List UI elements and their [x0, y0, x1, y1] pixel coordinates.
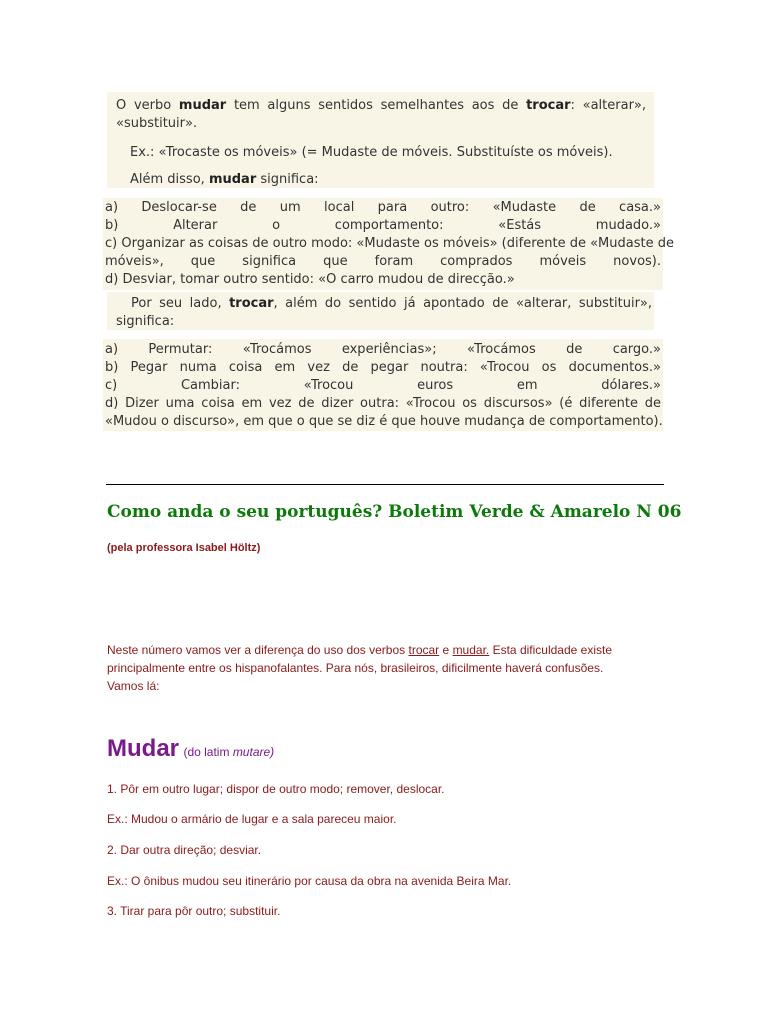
- list-item: d) Desviar, tomar outro sentido: «O carro mudou de direcção.»: [105, 272, 515, 287]
- besides-text: Além disso, mudar significa:: [130, 172, 319, 187]
- list-item: b) Pegar numa coisa em vez de pegar noutra: «Trocou os documentos.»: [105, 360, 661, 375]
- intro-line-3: Vamos lá:: [107, 679, 160, 693]
- intro-sentence: O verbo mudar tem alguns sentidos semelhantes aos de trocar: «alterar»,: [116, 98, 646, 113]
- trocar-sentence: Por seu lado, trocar, além do sentido já apontado de «alterar, substituir»,: [131, 296, 653, 311]
- example-text: Ex.: «Trocaste os móveis» (= Mudaste de móveis. Substituíste os móveis).: [130, 145, 613, 160]
- list-item: a) Permutar: «Trocámos experiências»; «Trocámos de cargo.»: [105, 342, 661, 357]
- sense-example: Ex.: O ônibus mudou seu itinerário por causa da obra na avenida Beira Mar.: [107, 874, 512, 888]
- intro-line-2: principalmente entre os hispanofalantes. Para nós, brasileiros, dificilmente haverá confusões.: [107, 661, 604, 675]
- list-item: c) Organizar as coisas de outro modo: «Mudaste os móveis» (diferente de «Mudaste de: [105, 236, 674, 251]
- trocar-sentence-cont: significa:: [116, 314, 175, 329]
- sense-example: Ex.: Mudou o armário de lugar e a sala pareceu maior.: [107, 812, 397, 826]
- link-trocar[interactable]: trocar: [408, 643, 440, 657]
- list-item: a) Deslocar-se de um local para outro: «Mudaste de casa.»: [105, 200, 661, 215]
- quote-box-mudar: [107, 92, 654, 188]
- article-byline: (pela professora Isabel Höltz): [107, 542, 261, 554]
- mudar-origin: (do latim mutare): [183, 745, 275, 759]
- link-mudar[interactable]: mudar.: [452, 643, 490, 657]
- sense-item: 3. Tirar para pôr outro; substituir.: [107, 904, 281, 918]
- list-item: «Mudou o discurso», em que o que se diz é que houve mudança de comportamento).: [105, 414, 663, 429]
- quote-box-trocar: [107, 292, 654, 330]
- intro-sentence-cont: «substituir».: [116, 116, 198, 131]
- sense-item: 2. Dar outra direção; desviar.: [107, 843, 262, 857]
- list-item: d) Dizer uma coisa em vez de dizer outra: «Trocou os discursos» (é diferente de: [105, 396, 661, 411]
- mudar-title: Mudar: [107, 735, 179, 762]
- list-item: c) Cambiar: «Trocou euros em dólares.»: [105, 378, 661, 393]
- article-title: Como anda o seu português? Boletim Verde & Amarelo N 06: [107, 502, 682, 522]
- sense-item: 1. Pôr em outro lugar; dispor de outro modo; remover, deslocar.: [107, 782, 445, 796]
- list-item: b) Alterar o comportamento: «Estás mudado.»: [105, 218, 661, 233]
- mudar-heading: [107, 735, 274, 763]
- list-item: móveis», que significa que foram comprados móveis novos).: [105, 254, 661, 269]
- list-box-trocar: [103, 339, 663, 431]
- horizontal-divider: [106, 484, 664, 485]
- intro-line-1: Neste número vamos ver a diferença do uso dos verbos trocar e mudar. Esta dificuldade existe: [107, 643, 612, 657]
- list-box-mudar: [103, 198, 674, 290]
